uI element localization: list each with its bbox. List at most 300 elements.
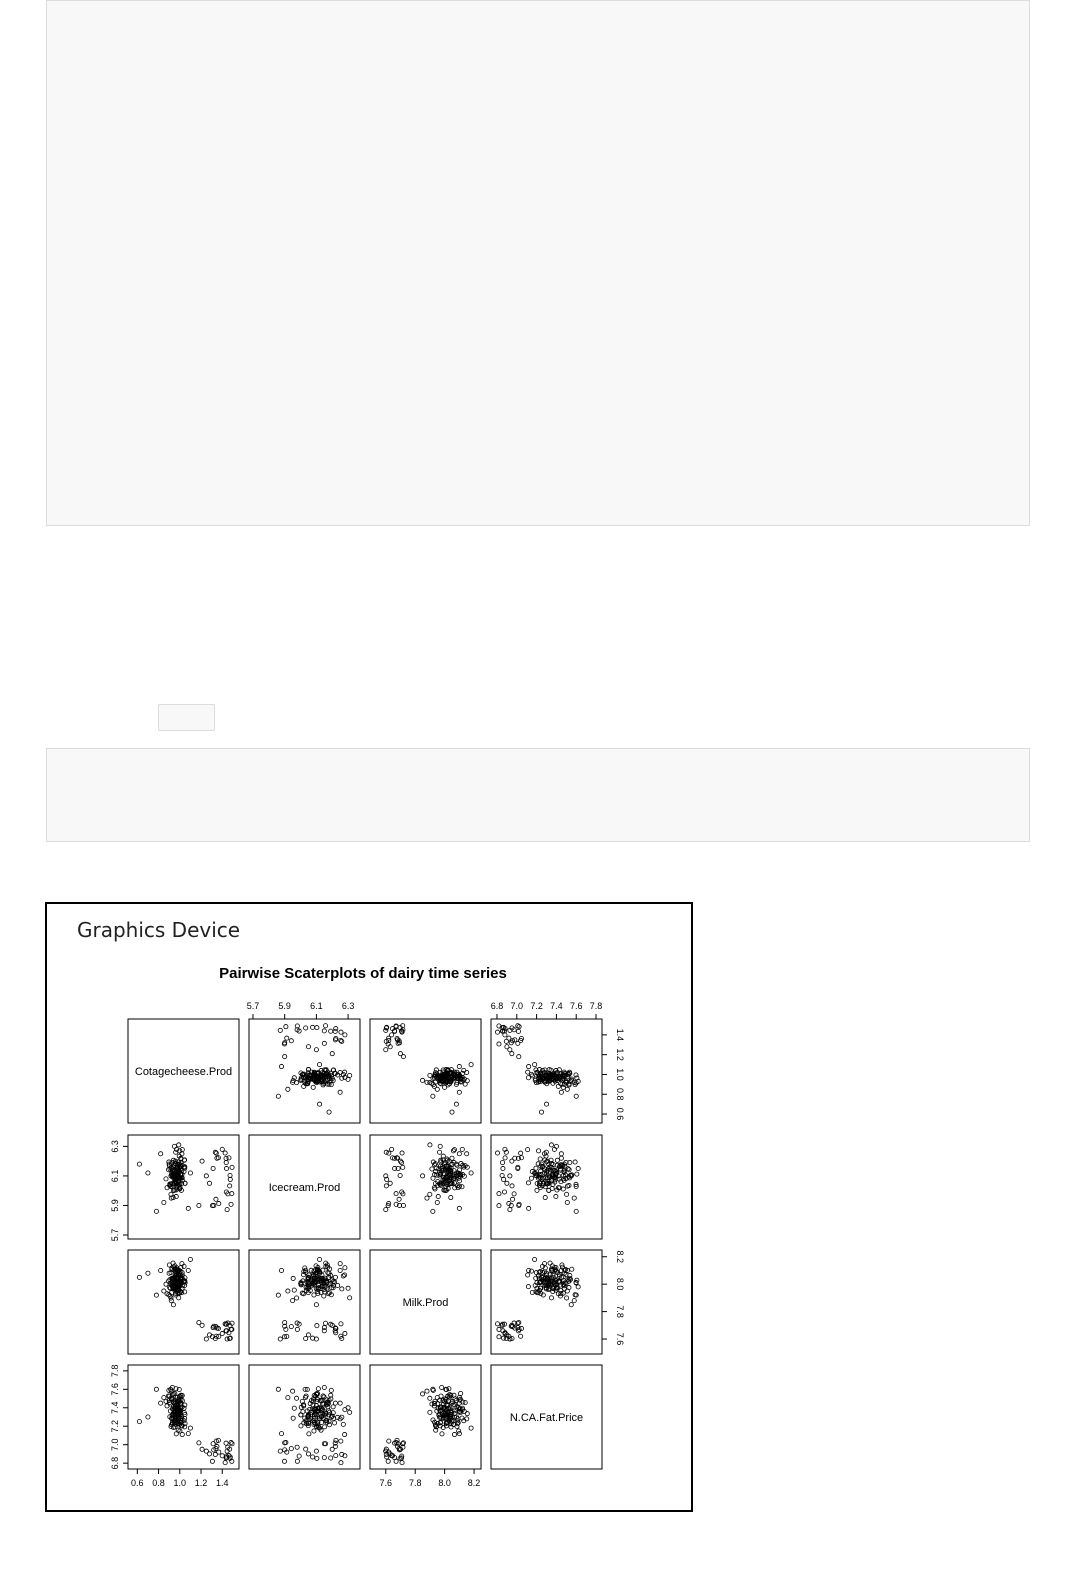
- data-point: [440, 1432, 444, 1436]
- data-point: [230, 1165, 234, 1169]
- tick-label: 6.1: [310, 1001, 323, 1011]
- data-point: [297, 1454, 301, 1458]
- data-point: [340, 1287, 344, 1291]
- data-point: [289, 1325, 293, 1329]
- tick-label: 1.4: [615, 1028, 625, 1042]
- data-point: [430, 1167, 434, 1171]
- data-point: [510, 1197, 514, 1201]
- data-point: [390, 1147, 394, 1151]
- data-point: [457, 1206, 461, 1210]
- data-point: [322, 1029, 326, 1033]
- data-point: [452, 1432, 456, 1436]
- data-point: [554, 1194, 558, 1198]
- data-point: [228, 1173, 232, 1177]
- data-point: [171, 1303, 175, 1307]
- tick-label: 7.4: [110, 1401, 120, 1415]
- data-point: [331, 1405, 335, 1409]
- data-point: [278, 1337, 282, 1341]
- tick-label: 7.6: [615, 1332, 625, 1346]
- data-point: [459, 1391, 463, 1395]
- data-point: [533, 1257, 537, 1261]
- data-point: [159, 1152, 163, 1156]
- data-point: [177, 1143, 181, 1147]
- data-point: [338, 1090, 342, 1094]
- data-point: [497, 1204, 501, 1208]
- data-point: [137, 1275, 141, 1279]
- data-point: [283, 1055, 287, 1059]
- data-point: [497, 1335, 501, 1339]
- data-point: [469, 1426, 473, 1430]
- data-point: [276, 1387, 280, 1391]
- data-point: [574, 1094, 578, 1098]
- data-point: [154, 1387, 158, 1391]
- data-point: [204, 1337, 208, 1341]
- data-point: [469, 1062, 473, 1066]
- code-block-output: [46, 748, 1030, 842]
- tick-label: 7.4: [550, 1001, 563, 1011]
- tick-label: 6.8: [110, 1456, 120, 1470]
- data-point: [304, 1336, 308, 1340]
- data-point: [214, 1197, 218, 1201]
- data-point: [229, 1202, 233, 1206]
- data-point: [322, 1385, 326, 1389]
- data-point: [387, 1151, 391, 1155]
- data-point: [451, 1149, 455, 1153]
- data-point: [306, 1045, 310, 1049]
- data-point: [315, 1456, 319, 1460]
- data-point: [304, 1026, 308, 1030]
- data-point: [457, 1179, 461, 1183]
- scatterplot-matrix: [47, 904, 691, 1510]
- data-point: [439, 1394, 443, 1398]
- data-point: [401, 1055, 405, 1059]
- data-point: [549, 1296, 553, 1300]
- data-point: [384, 1048, 388, 1052]
- data-point: [224, 1441, 228, 1445]
- data-point: [497, 1042, 501, 1046]
- data-point: [457, 1090, 461, 1094]
- data-point: [526, 1285, 530, 1289]
- data-point: [197, 1320, 201, 1324]
- data-point: [348, 1410, 352, 1414]
- data-point: [564, 1296, 568, 1300]
- data-point: [435, 1200, 439, 1204]
- data-point: [508, 1174, 512, 1178]
- data-point: [285, 1036, 289, 1040]
- data-point: [401, 1165, 405, 1169]
- data-point: [338, 1401, 342, 1405]
- data-point: [311, 1455, 315, 1459]
- data-point: [559, 1156, 563, 1160]
- data-point: [384, 1184, 388, 1188]
- variable-label: Milk.Prod: [402, 1297, 449, 1309]
- data-point: [400, 1151, 404, 1155]
- data-point: [436, 1194, 440, 1198]
- data-point: [311, 1025, 315, 1029]
- tick-label: 7.8: [408, 1478, 422, 1488]
- data-point: [327, 1110, 331, 1114]
- data-point: [162, 1200, 166, 1204]
- data-point: [526, 1076, 530, 1080]
- data-point: [323, 1321, 327, 1325]
- tick-label: 5.9: [110, 1199, 120, 1212]
- data-point: [213, 1150, 217, 1154]
- data-point: [304, 1447, 308, 1451]
- data-point: [207, 1181, 211, 1185]
- data-point: [204, 1449, 208, 1453]
- variable-label: Cotagecheese.Prod: [134, 1066, 233, 1078]
- data-point: [431, 1094, 435, 1098]
- data-point: [294, 1081, 298, 1085]
- data-point: [526, 1148, 530, 1152]
- data-point: [213, 1452, 217, 1456]
- data-point: [292, 1406, 296, 1410]
- data-point: [223, 1461, 227, 1465]
- tick-label: 7.6: [569, 1001, 583, 1011]
- tick-label: 1.2: [615, 1048, 625, 1061]
- data-point: [317, 1062, 321, 1066]
- data-point: [295, 1459, 299, 1463]
- data-point: [200, 1159, 204, 1163]
- data-point: [495, 1030, 499, 1034]
- data-point: [307, 1432, 311, 1436]
- data-point: [309, 1268, 313, 1272]
- data-point: [346, 1077, 350, 1081]
- data-point: [387, 1439, 391, 1443]
- data-point: [186, 1268, 190, 1272]
- data-point: [180, 1148, 184, 1152]
- data-point: [539, 1110, 543, 1114]
- data-point: [276, 1293, 280, 1297]
- data-point: [346, 1406, 350, 1410]
- data-point: [317, 1102, 321, 1106]
- data-point: [315, 1026, 319, 1030]
- data-point: [576, 1166, 580, 1170]
- data-point: [282, 1459, 286, 1463]
- data-point: [188, 1171, 192, 1175]
- data-point: [186, 1206, 190, 1210]
- data-point: [434, 1068, 438, 1072]
- data-point: [200, 1447, 204, 1451]
- tick-label: 1.0: [615, 1068, 625, 1081]
- data-point: [323, 1425, 327, 1429]
- data-point: [338, 1262, 342, 1266]
- tick-label: 6.3: [110, 1140, 120, 1153]
- data-point: [452, 1148, 456, 1152]
- data-point: [188, 1257, 192, 1261]
- data-point: [224, 1166, 228, 1170]
- data-point: [428, 1396, 432, 1400]
- data-point: [279, 1268, 283, 1272]
- data-point: [210, 1459, 214, 1463]
- data-point: [519, 1151, 523, 1155]
- tick-label: 8.2: [615, 1250, 625, 1264]
- data-point: [526, 1181, 530, 1185]
- data-point: [565, 1087, 569, 1091]
- tick-label: 1.4: [215, 1478, 229, 1488]
- data-point: [527, 1206, 531, 1210]
- tick-label: 6.3: [341, 1001, 355, 1011]
- data-point: [289, 1447, 293, 1451]
- data-point: [529, 1269, 533, 1273]
- data-point: [279, 1432, 283, 1436]
- data-point: [565, 1200, 569, 1204]
- data-point: [223, 1151, 227, 1155]
- data-point: [497, 1327, 501, 1331]
- data-point: [322, 1456, 326, 1460]
- data-point: [295, 1327, 299, 1331]
- data-point: [204, 1174, 208, 1178]
- data-point: [227, 1156, 231, 1160]
- tick-label: 7.6: [110, 1383, 120, 1396]
- data-point: [299, 1424, 303, 1428]
- data-point: [286, 1087, 290, 1091]
- data-point: [527, 1064, 531, 1068]
- data-point: [339, 1439, 343, 1443]
- data-point: [276, 1094, 280, 1098]
- data-point: [397, 1197, 401, 1201]
- data-point: [339, 1030, 343, 1034]
- data-point: [425, 1389, 429, 1393]
- data-point: [420, 1078, 424, 1082]
- data-point: [172, 1144, 176, 1148]
- variable-label: Icecream.Prod: [268, 1182, 341, 1194]
- tick-label: 7.8: [110, 1364, 120, 1378]
- data-point: [229, 1440, 233, 1444]
- data-point: [228, 1177, 232, 1181]
- data-point: [292, 1288, 296, 1292]
- data-point: [559, 1152, 563, 1156]
- tick-label: 7.0: [110, 1438, 120, 1451]
- data-point: [343, 1331, 347, 1335]
- data-point: [449, 1195, 453, 1199]
- data-point: [544, 1102, 548, 1106]
- data-point: [279, 1064, 283, 1068]
- data-point: [291, 1276, 295, 1280]
- data-point: [559, 1090, 563, 1094]
- data-point: [225, 1207, 229, 1211]
- data-point: [286, 1396, 290, 1400]
- data-point: [306, 1452, 310, 1456]
- data-point: [294, 1396, 298, 1400]
- data-point: [574, 1209, 578, 1213]
- data-point: [137, 1162, 141, 1166]
- tick-label: 7.8: [615, 1305, 625, 1318]
- data-point: [519, 1156, 523, 1160]
- data-point: [339, 1322, 343, 1326]
- tick-label: 6.8: [490, 1001, 504, 1011]
- data-point: [304, 1394, 308, 1398]
- data-point: [529, 1176, 533, 1180]
- data-point: [343, 1033, 347, 1037]
- data-point: [460, 1147, 464, 1151]
- data-point: [330, 1052, 334, 1056]
- data-point: [420, 1174, 424, 1178]
- data-point: [457, 1064, 461, 1068]
- data-point: [291, 1389, 295, 1393]
- data-point: [533, 1062, 537, 1066]
- data-point: [512, 1192, 516, 1196]
- data-point: [154, 1209, 158, 1213]
- panel-border: [370, 1019, 481, 1123]
- data-point: [534, 1271, 538, 1275]
- data-point: [564, 1192, 568, 1196]
- data-point: [573, 1160, 577, 1164]
- data-point: [339, 1461, 343, 1465]
- data-point: [437, 1150, 441, 1154]
- data-point: [538, 1157, 542, 1161]
- panel-border: [128, 1250, 239, 1354]
- data-point: [311, 1085, 315, 1089]
- data-point: [534, 1166, 538, 1170]
- tick-label: 7.2: [530, 1001, 543, 1011]
- graphics-device-panel: [45, 902, 693, 1512]
- data-point: [567, 1285, 571, 1289]
- tick-label: 7.2: [110, 1419, 120, 1433]
- tick-label: 8.0: [615, 1277, 625, 1291]
- tick-label: 0.8: [615, 1087, 625, 1101]
- data-point: [146, 1415, 150, 1419]
- data-point: [341, 1422, 345, 1426]
- data-point: [425, 1196, 429, 1200]
- data-point: [510, 1184, 514, 1188]
- data-point: [570, 1267, 574, 1271]
- data-point: [188, 1426, 192, 1430]
- data-point: [572, 1299, 576, 1303]
- data-point: [457, 1152, 461, 1156]
- tick-label: 0.6: [131, 1478, 144, 1488]
- data-point: [338, 1268, 342, 1272]
- data-point: [230, 1192, 234, 1196]
- data-point: [332, 1421, 336, 1425]
- data-point: [465, 1152, 469, 1156]
- data-point: [526, 1273, 530, 1277]
- data-point: [340, 1039, 344, 1043]
- data-point: [343, 1432, 347, 1436]
- data-point: [146, 1271, 150, 1275]
- tick-label: 8.0: [438, 1478, 451, 1488]
- data-point: [388, 1181, 392, 1185]
- data-point: [502, 1190, 506, 1194]
- data-point: [465, 1412, 469, 1416]
- data-point: [312, 1429, 316, 1433]
- data-point: [569, 1303, 573, 1307]
- data-point: [174, 1432, 178, 1436]
- data-point: [398, 1173, 402, 1177]
- data-point: [386, 1459, 390, 1463]
- data-point: [323, 1024, 327, 1028]
- tick-label: 0.6: [615, 1107, 625, 1121]
- tick-label: 1.2: [194, 1478, 208, 1488]
- code-block: [46, 0, 1030, 526]
- data-point: [159, 1268, 163, 1272]
- data-point: [159, 1401, 163, 1405]
- tick-label: 5.9: [278, 1001, 291, 1011]
- tick-label: 0.8: [152, 1478, 165, 1488]
- tick-label: 7.6: [379, 1478, 393, 1488]
- data-point: [322, 1041, 326, 1045]
- data-point: [517, 1055, 521, 1059]
- data-point: [535, 1188, 539, 1192]
- tick-label: 7.0: [510, 1001, 524, 1011]
- data-point: [510, 1052, 514, 1056]
- data-point: [224, 1160, 228, 1164]
- data-point: [278, 1449, 282, 1453]
- data-point: [457, 1429, 461, 1433]
- data-point: [314, 1303, 318, 1307]
- tick-label: 8.2: [467, 1478, 481, 1488]
- data-point: [508, 1048, 512, 1052]
- data-point: [295, 1445, 299, 1449]
- tick-label: 5.7: [246, 1001, 260, 1011]
- data-point: [228, 1184, 232, 1188]
- data-point: [294, 1296, 298, 1300]
- data-point: [334, 1453, 338, 1457]
- data-point: [504, 1039, 508, 1043]
- data-point: [343, 1273, 347, 1277]
- tick-label: 6.1: [110, 1169, 120, 1183]
- data-point: [291, 1299, 295, 1303]
- data-point: [329, 1388, 333, 1392]
- data-point: [454, 1102, 458, 1106]
- data-point: [440, 1385, 444, 1389]
- data-point: [428, 1410, 432, 1414]
- data-point: [450, 1110, 454, 1114]
- inline-code-chip: [158, 704, 215, 731]
- data-point: [291, 1416, 295, 1420]
- data-point: [536, 1149, 540, 1153]
- data-point: [217, 1201, 221, 1205]
- tick-label: 1.0: [173, 1478, 187, 1488]
- data-point: [186, 1432, 190, 1436]
- data-point: [289, 1039, 293, 1043]
- data-point: [278, 1028, 282, 1032]
- panel-border: [128, 1135, 239, 1239]
- data-point: [197, 1203, 201, 1207]
- data-point: [503, 1156, 507, 1160]
- data-point: [174, 1150, 178, 1154]
- data-point: [543, 1195, 547, 1199]
- data-point: [197, 1441, 201, 1445]
- data-point: [469, 1171, 473, 1175]
- data-point: [336, 1283, 340, 1287]
- data-point: [384, 1150, 388, 1154]
- data-point: [317, 1257, 321, 1261]
- data-point: [220, 1454, 224, 1458]
- data-point: [211, 1166, 215, 1170]
- tick-label: 5.7: [110, 1228, 120, 1242]
- data-point: [431, 1209, 435, 1213]
- data-point: [316, 1387, 320, 1391]
- data-point: [394, 1192, 398, 1196]
- data-point: [394, 1459, 398, 1463]
- data-point: [284, 1025, 288, 1029]
- data-point: [428, 1192, 432, 1196]
- data-point: [343, 1266, 347, 1270]
- data-point: [346, 1286, 350, 1290]
- data-point: [154, 1293, 158, 1297]
- tick-label: 7.8: [589, 1001, 603, 1011]
- data-point: [314, 1048, 318, 1052]
- data-point: [508, 1207, 512, 1211]
- data-point: [400, 1461, 404, 1465]
- data-point: [334, 1438, 338, 1442]
- data-point: [180, 1152, 184, 1156]
- data-point: [516, 1029, 520, 1033]
- data-point: [348, 1296, 352, 1300]
- data-point: [438, 1144, 442, 1148]
- data-point: [420, 1392, 424, 1396]
